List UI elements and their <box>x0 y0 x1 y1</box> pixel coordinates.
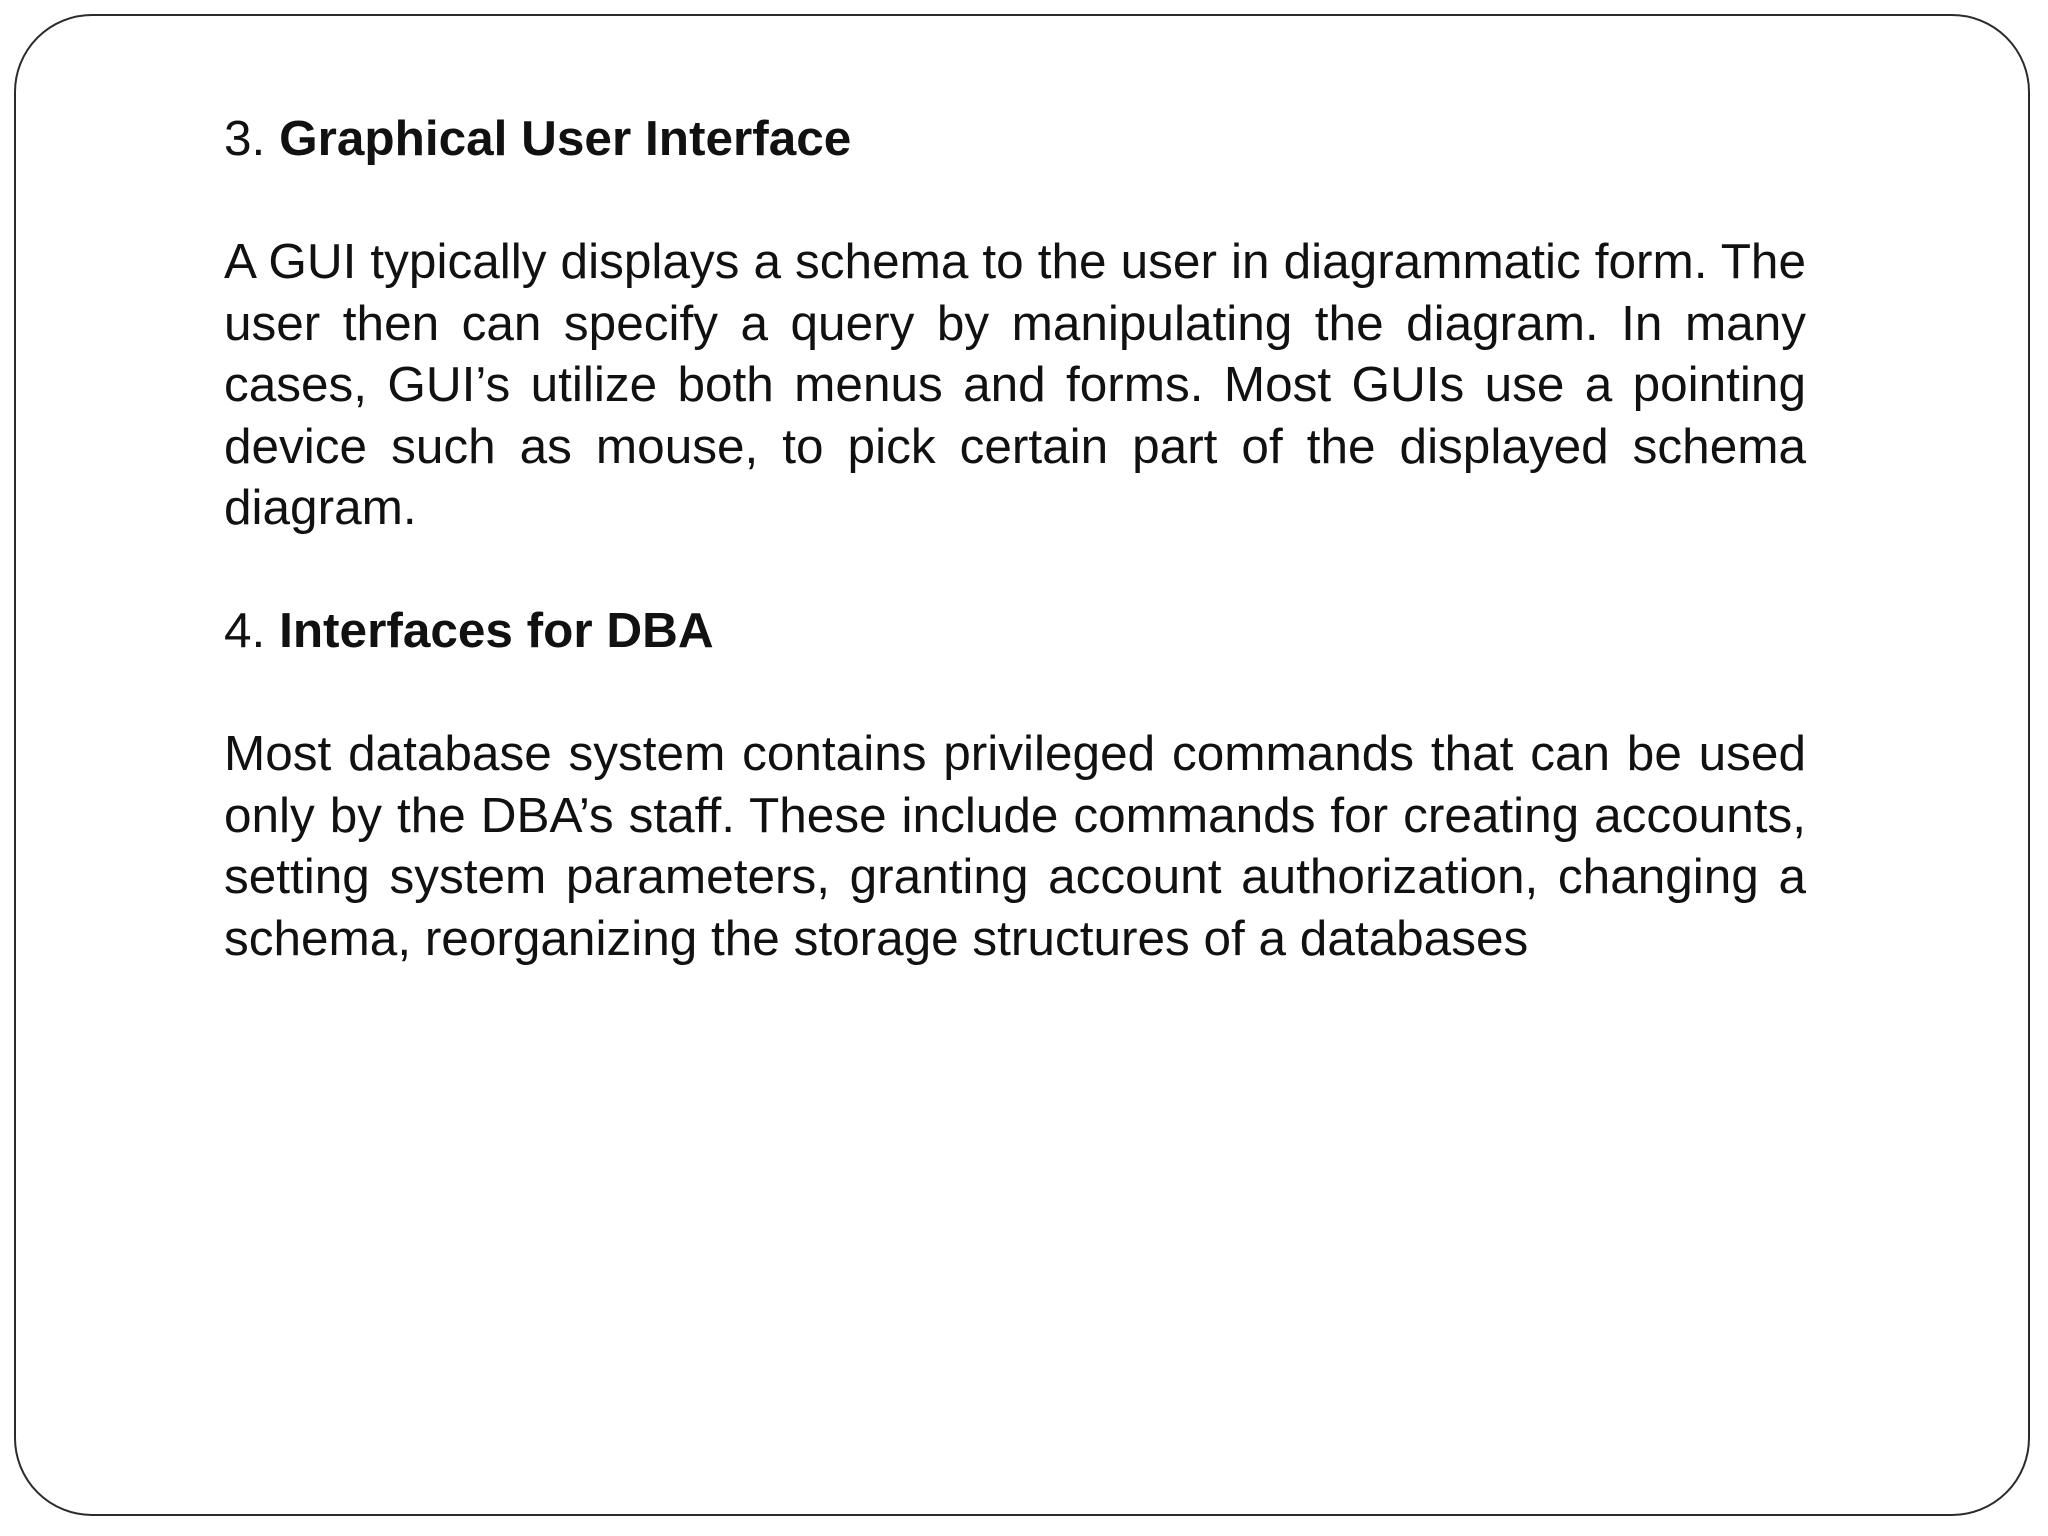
section-body-dba: Most database system contains privileged commands that can be used only by the DBA’s staff. These include commands for creating accounts, setting system parameters, granting account authorization, changing a schema, reorganizing the storage structures of a databases <box>224 726 1806 966</box>
section-title: Graphical User Interface <box>279 111 852 166</box>
section-body-gui: A GUI typically displays a schema to the user in diagrammatic form. The user then can specify a query by manipulating the diagram. In many cases, GUI’s utilize both menus and forms. Most GUIs use a pointing device such as mouse, to pick certain part of the displayed schema diagram. <box>224 234 1806 535</box>
section-heading-dba <box>224 600 1806 662</box>
section-heading-gui <box>224 108 1806 170</box>
slide-content <box>224 108 1806 969</box>
section-number: 4. <box>224 603 266 658</box>
section-number: 3. <box>224 111 266 166</box>
slide-frame <box>14 14 2030 1516</box>
section-title: Interfaces for DBA <box>279 603 714 658</box>
